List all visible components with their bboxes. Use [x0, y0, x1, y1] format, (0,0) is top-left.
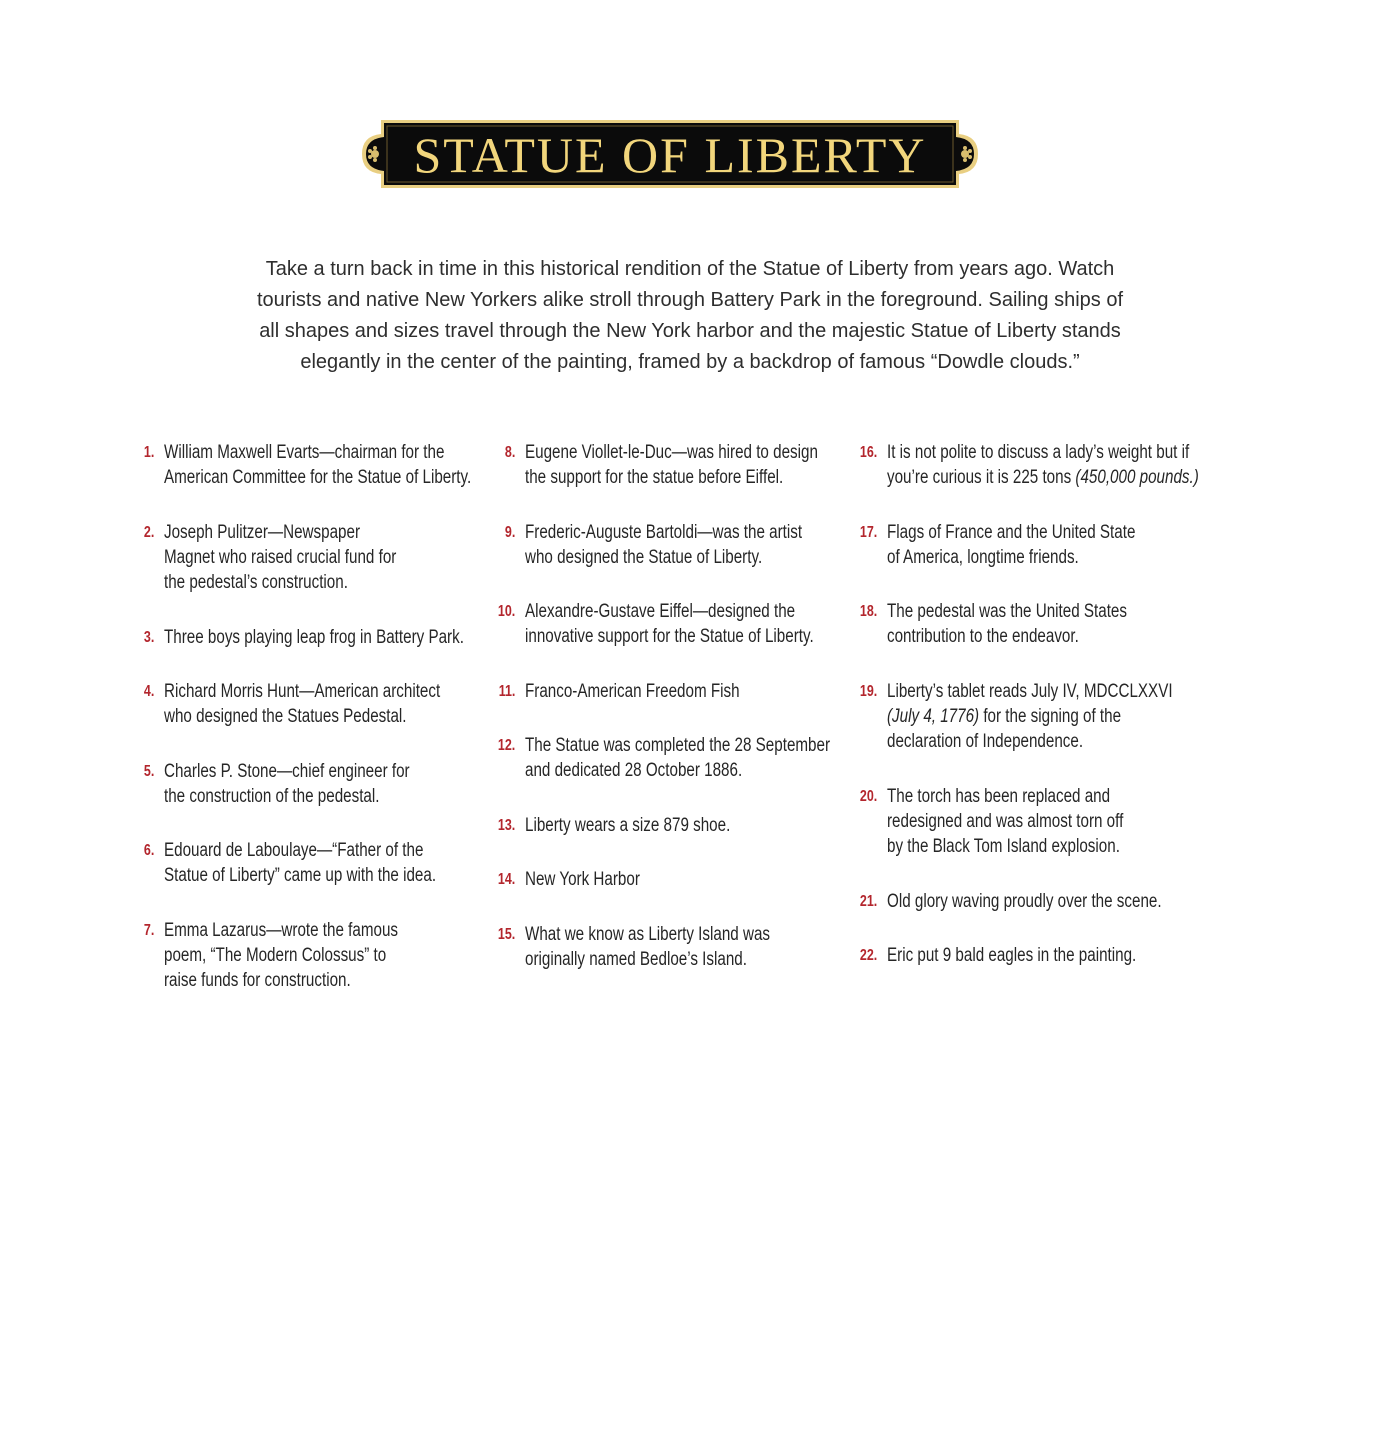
fact-line: Three boys playing leap frog in Battery Park. — [164, 627, 464, 648]
fact-item — [143, 625, 539, 650]
fact-line: New York Harbor — [525, 869, 640, 890]
intro-line: tourists and native New Yorkers alike stroll through Battery Park in the foreground. Sailing ships of — [256, 289, 1123, 311]
fact-line: The pedestal was the United States — [887, 601, 1127, 622]
fact-number: 20. — [859, 788, 877, 805]
fact-line: Alexandre-Gustave Eiffel—designed the — [525, 601, 796, 622]
fact-line: Charles P. Stone—chief engineer for — [164, 761, 410, 782]
fact-number: 12. — [497, 737, 515, 754]
fact-line: Richard Morris Hunt—American architect — [164, 681, 441, 702]
page-title: STATUE OF LIBERTY — [413, 127, 927, 183]
fact-number: 7. — [143, 922, 154, 939]
fact-number: 5. — [143, 763, 154, 780]
fact-number: 22. — [859, 947, 877, 964]
fact-number: 16. — [859, 444, 877, 461]
fact-line: The Statue was completed the 28 September — [525, 735, 831, 756]
fact-line: William Maxwell Evarts—chairman for the — [164, 442, 445, 463]
fact-line: innovative support for the Statue of Liberty. — [525, 626, 814, 647]
fact-item — [497, 922, 831, 972]
fact-item — [859, 599, 1187, 649]
fact-item — [859, 679, 1244, 754]
intro-line: Take a turn back in time in this historical rendition of the Statue of Liberty from years ago. Watch — [265, 258, 1115, 280]
fact-italic-note: (July 4, 1776) — [887, 706, 980, 727]
fact-line: contribution to the endeavor. — [887, 626, 1079, 647]
title-banner — [362, 120, 978, 188]
fact-line: Joseph Pulitzer—Newspaper — [164, 522, 361, 543]
fact-line: the support for the statue before Eiffel. — [525, 467, 784, 488]
fact-line: the construction of the pedestal. — [164, 786, 380, 807]
fact-number: 4. — [143, 683, 154, 700]
fact-item — [498, 679, 793, 704]
fact-line: Magnet who raised crucial fund for — [164, 547, 397, 568]
fact-item — [859, 520, 1198, 570]
fact-item — [497, 733, 906, 783]
fact-line: who designed the Statue of Liberty. — [525, 547, 763, 568]
fact-item — [859, 440, 1277, 490]
fact-number: 3. — [143, 629, 154, 646]
fact-number: 9. — [504, 524, 515, 541]
fact-line: redesigned and was almost torn off — [887, 811, 1124, 832]
fact-number: 21. — [859, 893, 877, 910]
fact-line: Flags of France and the United State — [887, 522, 1136, 543]
fact-number: 14. — [497, 871, 515, 888]
fact-line: who designed the Statues Pedestal. — [164, 706, 407, 727]
fact-line: the pedestal’s construction. — [164, 572, 348, 593]
fact-line: Eugene Viollet-le-Duc—was hired to design — [525, 442, 818, 463]
fact-item — [504, 440, 891, 490]
fact-number: 6. — [143, 842, 154, 859]
fact-item — [497, 813, 782, 838]
fact-line: Liberty wears a size 879 shoe. — [525, 815, 731, 836]
fact-line: poem, “The Modern Colossus” to — [164, 945, 387, 966]
fact-item — [143, 759, 471, 809]
fact-line-text: you’re curious it is 225 tons — [887, 467, 1072, 488]
fact-line-text: for the signing of the — [983, 706, 1122, 727]
fact-item — [143, 679, 509, 729]
fact-number: 17. — [859, 524, 877, 541]
fact-line: of America, longtime friends. — [887, 547, 1079, 568]
fact-item — [143, 440, 548, 490]
fact-line: American Committee for the Statue of Liberty. — [164, 467, 472, 488]
intro-line: all shapes and sizes travel through the New York harbor and the majestic Statue of Liberty stands — [259, 320, 1121, 342]
fact-line — [887, 704, 1173, 729]
fact-number: 15. — [497, 926, 515, 943]
fact-line: by the Black Tom Island explosion. — [887, 836, 1120, 857]
fact-line: The torch has been replaced and — [887, 786, 1111, 807]
intro-paragraph — [190, 254, 1190, 378]
fact-item — [859, 784, 1182, 859]
fact-item — [859, 943, 1199, 968]
fact-line: Emma Lazarus—wrote the famous — [164, 920, 399, 941]
fact-item — [143, 918, 457, 993]
fact-line: raise funds for construction. — [164, 970, 351, 991]
fact-number: 1. — [143, 444, 154, 461]
fact-item — [504, 520, 871, 570]
fact-line: Statue of Liberty” came up with the idea. — [164, 865, 437, 886]
fact-number: 19. — [859, 683, 877, 700]
fact-line: Franco-American Freedom Fish — [525, 681, 740, 702]
fact-line: and dedicated 28 October 1886. — [525, 760, 743, 781]
fact-number: 8. — [504, 444, 515, 461]
fact-number: 11. — [498, 683, 515, 700]
fact-item — [143, 520, 454, 595]
fact-line: It is not polite to discuss a lady’s weight but if — [887, 442, 1190, 463]
fact-line: What we know as Liberty Island was — [525, 924, 770, 945]
fact-number: 2. — [143, 524, 154, 541]
fact-item — [143, 838, 504, 888]
fact-line: originally named Bedloe’s Island. — [525, 949, 747, 970]
fact-line: declaration of Independence. — [887, 731, 1084, 752]
fact-number: 18. — [859, 603, 877, 620]
fact-item — [497, 867, 669, 892]
fact-line: Frederic-Auguste Bartoldi—was the artist — [525, 522, 803, 543]
fact-line — [887, 465, 1199, 490]
fact-line: Eric put 9 bald eagles in the painting. — [887, 945, 1137, 966]
fact-item — [497, 599, 886, 649]
fact-line: Old glory waving proudly over the scene. — [887, 891, 1162, 912]
fact-italic-note: (450,000 pounds.) — [1075, 467, 1199, 488]
intro-line: elegantly in the center of the painting, framed by a backdrop of famous “Dowdle clouds.” — [300, 351, 1080, 373]
fact-line: Liberty’s tablet reads July IV, MDCCLXXVI — [887, 681, 1173, 702]
fact-number: 13. — [497, 817, 515, 834]
fact-line: Edouard de Laboulaye—“Father of the — [164, 840, 424, 861]
fact-item — [859, 889, 1230, 914]
fact-number: 10. — [497, 603, 515, 620]
